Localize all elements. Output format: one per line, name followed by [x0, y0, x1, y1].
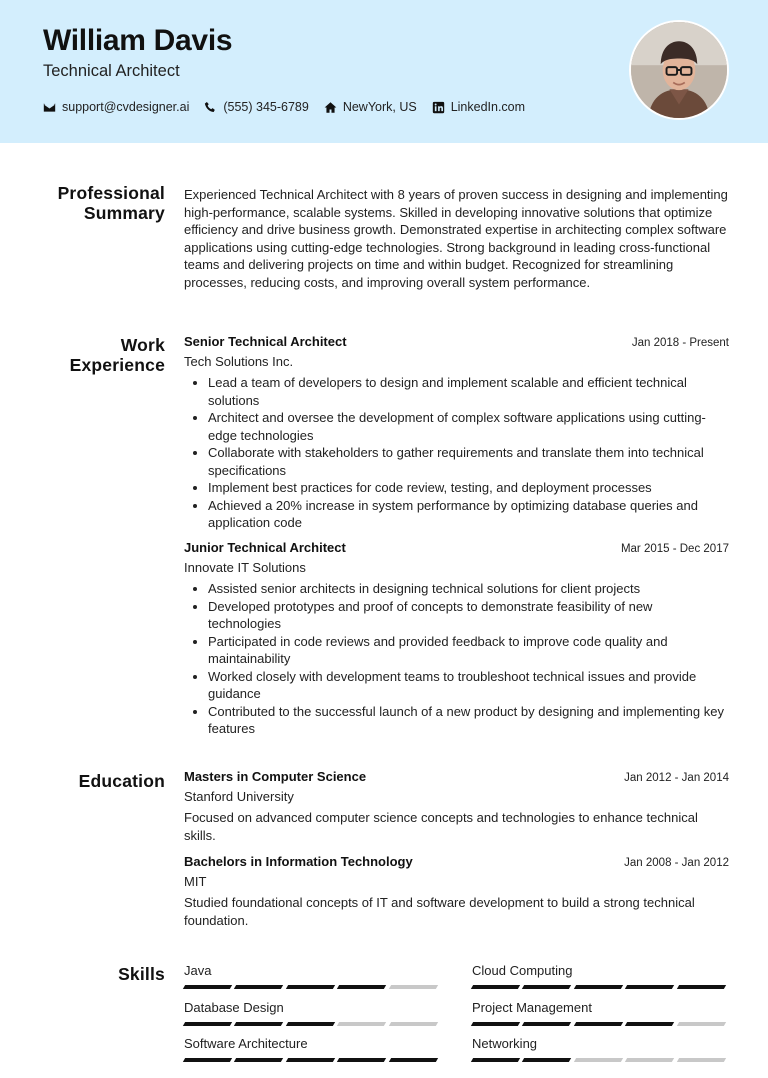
list-item: • Developed prototypes and proof of concepts to demonstrate feasibility of new technologies — [208, 598, 729, 633]
skill-level-segment — [625, 985, 675, 989]
candidate-title: Technical Architect — [43, 62, 180, 80]
skills-heading: Skills — [118, 964, 165, 984]
contact-location-text: NewYork, US — [342, 100, 417, 114]
job-bullets — [184, 580, 729, 738]
list-item: • Worked closely with development teams to troubleshoot technical issues and provide guidance — [208, 668, 729, 703]
skill-level-bar — [184, 985, 441, 989]
skill-level-segment — [471, 1022, 521, 1026]
list-item: • Achieved a 20% increase in system performance by optimizing database queries and application code — [208, 497, 729, 532]
skill-level-segment — [337, 1058, 387, 1062]
skill-name: Networking — [472, 1036, 538, 1051]
contact-linkedin[interactable] — [432, 100, 525, 114]
job-company: Tech Solutions Inc. — [184, 353, 294, 369]
school-name: MIT — [184, 873, 207, 889]
skill-item — [184, 1000, 441, 1026]
skill-level-bar — [184, 1022, 441, 1026]
skill-item — [184, 1036, 441, 1062]
school-name: Stanford University — [184, 788, 294, 804]
skill-name: Java — [184, 963, 212, 978]
skill-name: Cloud Computing — [472, 963, 573, 978]
envelope-icon — [43, 101, 56, 114]
education-description: Focused on advanced computer science concepts and technologies to enhance technical skills. — [184, 810, 698, 843]
degree-title: Masters in Computer Science — [184, 769, 367, 784]
summary-heading-line2: Summary — [83, 203, 165, 223]
job-entry-1 — [184, 333, 729, 532]
skill-item — [472, 963, 729, 989]
skill-level-segment — [183, 985, 233, 989]
skill-level-segment — [574, 1058, 624, 1062]
education-date: Jan 2012 - Jan 2014 — [624, 772, 729, 784]
skill-level-bar — [472, 1058, 729, 1062]
skill-level-segment — [574, 985, 624, 989]
skill-item — [184, 963, 441, 989]
list-item: • Implement best practices for code review, testing, and deployment processes — [208, 479, 729, 497]
skill-level-segment — [522, 1058, 572, 1062]
skill-item — [472, 1036, 729, 1062]
skill-level-segment — [471, 1058, 521, 1062]
list-item: • Contributed to the successful launch of a new product by designing and implementing key features — [208, 703, 729, 738]
skill-level-segment — [676, 985, 726, 989]
skill-level-bar — [472, 1022, 729, 1026]
job-title: Senior Technical Architect — [184, 334, 347, 349]
skill-level-segment — [388, 985, 438, 989]
skill-level-segment — [234, 1022, 284, 1026]
skill-name: Database Design — [184, 1000, 284, 1015]
home-icon — [324, 101, 337, 114]
contact-phone[interactable] — [204, 100, 308, 114]
skill-level-segment — [574, 1022, 624, 1026]
skill-level-segment — [676, 1022, 726, 1026]
job-date: Jan 2018 - Present — [631, 337, 729, 349]
job-company: Innovate IT Solutions — [184, 559, 306, 575]
skill-level-segment — [625, 1058, 675, 1062]
job-date: Mar 2015 - Dec 2017 — [620, 543, 729, 555]
skill-level-bar — [472, 985, 729, 989]
skill-name: Project Management — [472, 1000, 592, 1015]
skill-level-segment — [676, 1058, 726, 1062]
skill-level-segment — [471, 985, 521, 989]
skill-level-segment — [234, 985, 284, 989]
job-bullets — [184, 374, 729, 532]
phone-icon — [204, 101, 217, 114]
job-title: Junior Technical Architect — [184, 540, 346, 555]
skill-name: Software Architecture — [184, 1036, 308, 1051]
degree-title: Bachelors in Information Technology — [184, 854, 413, 869]
candidate-name: William Davis — [43, 24, 233, 57]
linkedin-icon — [432, 101, 445, 114]
skill-level-segment — [183, 1058, 233, 1062]
experience-heading-line1: Work — [120, 335, 165, 355]
experience-heading — [42, 335, 165, 375]
skill-level-segment — [286, 985, 336, 989]
skill-level-segment — [286, 1022, 336, 1026]
summary-text: Experienced Technical Architect with 8 years of proven success in designing and implementing high-performance, scalable systems. Skilled in developing innovative solutions that optimize efficiency and drive business growth. Demonstrated expertise in architecting complex software applications using cutting-edge technologies. Strong background in leading cross-functional teams and delivering projects on time and within budget. Recognized for streamlining processes, reducing costs, and improving overall system performance. — [184, 187, 728, 290]
profile-photo-illustration — [631, 22, 727, 118]
contact-bar — [43, 100, 540, 114]
education-entry-2 — [184, 853, 729, 929]
contact-email-text: support@cvdesigner.ai — [62, 100, 190, 114]
skill-level-segment — [522, 1022, 572, 1026]
skill-level-segment — [337, 985, 387, 989]
skill-level-segment — [522, 985, 572, 989]
skill-level-bar — [184, 1058, 441, 1062]
contact-email[interactable] — [43, 100, 189, 114]
education-date: Jan 2008 - Jan 2012 — [624, 857, 729, 869]
education-description: Studied foundational concepts of IT and software development to build a strong technical foundation. — [184, 895, 695, 928]
contact-phone-text: (555) 345-6789 — [223, 100, 309, 114]
skill-level-segment — [337, 1022, 387, 1026]
skill-level-segment — [286, 1058, 336, 1062]
list-item: • Participated in code reviews and provided feedback to improve code quality and maintainability — [208, 633, 729, 668]
contact-linkedin-text: LinkedIn.com — [450, 100, 526, 114]
list-item: • Architect and oversee the development of complex software applications using cutting-edge technologies — [208, 409, 729, 444]
skill-level-segment — [234, 1058, 284, 1062]
skill-level-segment — [183, 1022, 233, 1026]
resume-header — [0, 0, 768, 143]
education-heading: Education — [78, 771, 165, 791]
experience-heading-line2: Experience — [69, 355, 165, 375]
skill-level-segment — [388, 1058, 438, 1062]
profile-photo — [629, 20, 729, 120]
summary-heading — [42, 183, 165, 223]
list-item: • Lead a team of developers to design and implement scalable and efficient technical solutions — [208, 374, 729, 409]
education-entry-1 — [184, 768, 729, 844]
skill-item — [472, 1000, 729, 1026]
job-entry-2 — [184, 539, 729, 738]
skill-level-segment — [388, 1022, 438, 1026]
contact-location — [324, 100, 417, 114]
skill-level-segment — [625, 1022, 675, 1026]
summary-section — [184, 186, 729, 291]
summary-heading-line1: Professional — [57, 183, 165, 203]
list-item: • Collaborate with stakeholders to gather requirements and translate them into technical specifications — [208, 444, 729, 479]
list-item: • Assisted senior architects in designing technical solutions for client projects — [208, 580, 729, 598]
